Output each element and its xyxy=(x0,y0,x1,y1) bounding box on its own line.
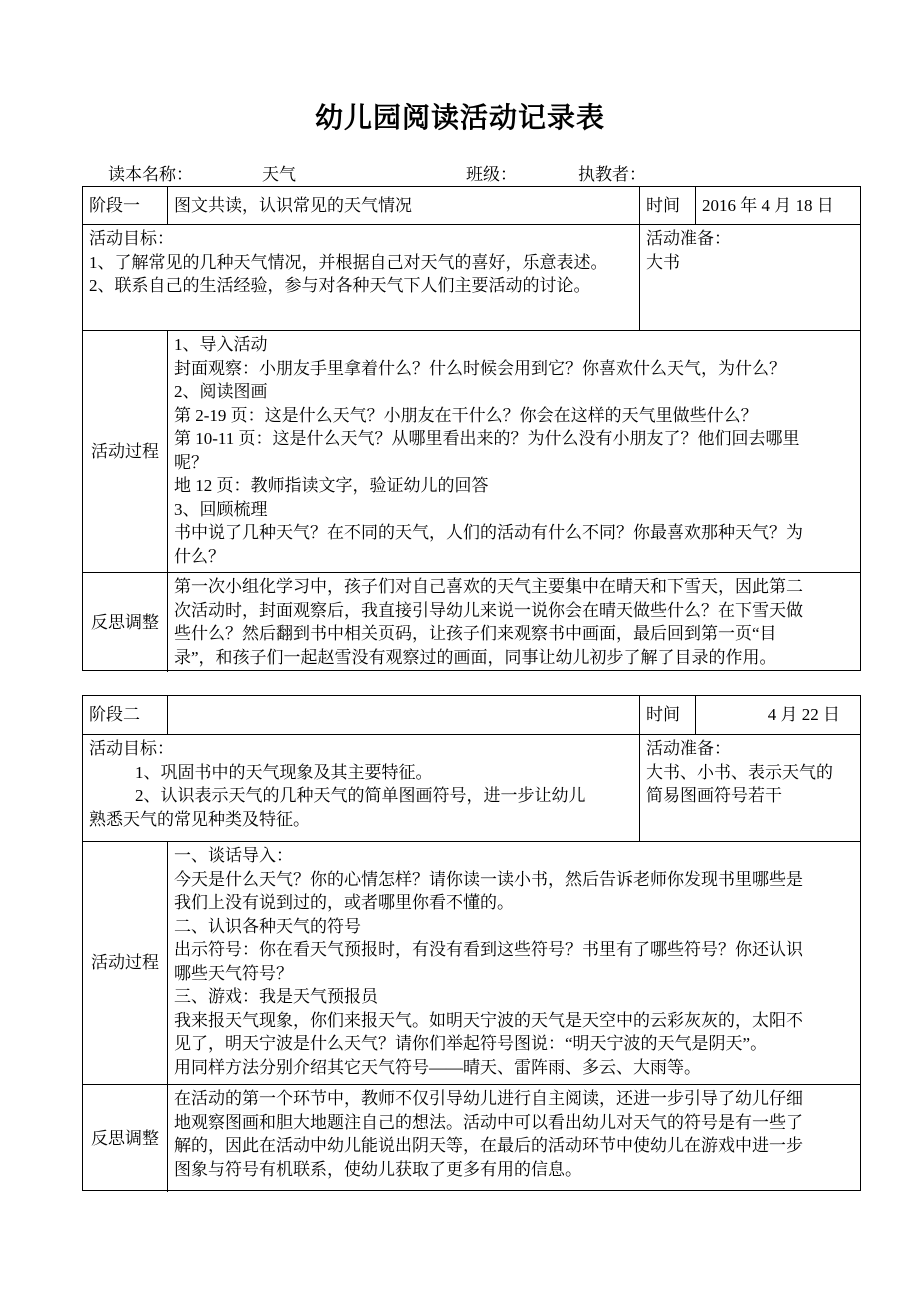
text-line: 用同样方法分别介绍其它天气符号——晴天、雷阵雨、多云、大雨等。 xyxy=(174,1057,701,1077)
text-line: 2、认识表示天气的几种天气的简单图画符号，进一步让幼儿 xyxy=(135,786,586,805)
page-title: 幼儿园阅读活动记录表 xyxy=(314,103,605,134)
text-line: 什么？ xyxy=(174,546,225,566)
stage-label: 阶段二 xyxy=(89,705,140,724)
process-label xyxy=(83,841,167,1084)
reflection-label xyxy=(83,572,167,672)
text-line: 活动准备： xyxy=(646,229,731,248)
activity-goals xyxy=(83,224,639,330)
class-label: 班级： xyxy=(466,165,517,184)
text-line: 调整 xyxy=(125,1128,159,1148)
text-line: 活动目标： xyxy=(89,739,174,758)
text-line: 过程 xyxy=(125,441,159,461)
text-line: 录”，和孩子们一起赵雪没有观察过的画面，同事让幼儿初步了解了目录的作用。 xyxy=(174,647,777,667)
text-line: 第 10-11 页：这是什么天气？从哪里看出来的？为什么没有小朋友了？他们回去哪里 xyxy=(174,429,800,448)
activity-goals xyxy=(83,734,639,841)
activity-process xyxy=(167,330,860,572)
stage-label: 阶段一 xyxy=(89,196,140,215)
text-line: 些什么？然后翻到书中相关页码，让孩子们来观察书中画面，最后回到第一页“目 xyxy=(174,624,777,643)
text-line: 书中说了几种天气？在不同的天气，人们的活动有什么不同？你最喜欢那种天气？为 xyxy=(174,523,803,542)
text-line: 第 2-19 页：这是什么天气？小朋友在干什么？你会在这样的天气里做些什么？ xyxy=(174,405,758,425)
text-line: 大书、小书、表示天气的 xyxy=(646,762,833,782)
text-line: 1、导入活动 xyxy=(174,335,268,354)
text-line: 第一次小组化学习中，孩子们对自己喜欢的天气主要集中在晴天和下雪天，因此第二 xyxy=(174,577,803,596)
reflection-label xyxy=(83,1084,167,1192)
text-line: 二、认识各种天气的符号 xyxy=(174,916,361,936)
text-line: 调整 xyxy=(125,612,159,632)
text-line: 2、联系自己的生活经验，参与对各种天气下人们主要活动的讨论。 xyxy=(89,276,591,295)
time-label: 时间 xyxy=(639,187,695,224)
text-line: 见了，明天宁波是什么天气？请你们举起符号图说：“明天宁波的天气是阴天”。 xyxy=(174,1034,768,1053)
text-line: 2、阅读图画 xyxy=(174,382,268,401)
activity-preparation xyxy=(639,224,860,330)
text-line: 大书 xyxy=(646,252,680,272)
book-label: 读本名称： xyxy=(108,165,193,184)
reflection-text xyxy=(167,1084,860,1192)
text-line: 封面观察：小朋友手里拿着什么？什么时候会用到它？你喜欢什么天气，为什么？ xyxy=(174,358,786,378)
teacher-label: 执教者： xyxy=(578,165,646,184)
time-label: 时间 xyxy=(639,696,695,734)
text-line: 我们上没有说到过的，或者哪里你看不懂的。 xyxy=(174,893,514,912)
text-line: 3、回顾梳理 xyxy=(174,499,268,519)
stage-topic: 图文共读，认识常见的天气情况 xyxy=(167,187,639,224)
text-line: 三、游戏：我是天气预报员 xyxy=(174,987,378,1006)
text-line: 1、了解常见的几种天气情况，并根据自己对天气的喜好，乐意表述。 xyxy=(89,252,608,272)
stage-topic xyxy=(167,696,639,734)
stage1-table xyxy=(82,186,861,671)
text-line: 活动 xyxy=(91,441,125,461)
text-line: 反思 xyxy=(91,612,125,632)
text-line: 活动准备： xyxy=(646,739,731,758)
text-line: 活动目标： xyxy=(89,229,174,248)
text-line: 反思 xyxy=(91,1128,125,1148)
activity-preparation xyxy=(639,734,860,841)
text-line: 过程 xyxy=(125,953,159,973)
text-line: 在活动的第一个环节中，教师不仅引导幼儿进行自主阅读，还进一步引导了幼儿仔细 xyxy=(174,1089,803,1108)
text-line: 简易图画符号若干 xyxy=(646,786,782,805)
text-line: 地 12 页：教师指读文字，验证幼儿的回答 xyxy=(174,476,489,495)
time-value: 2016 年 4 月 18 日 xyxy=(695,187,860,224)
text-line: 呢？ xyxy=(174,452,208,472)
text-line: 图象与符号有机联系，使幼儿获取了更多有用的信息。 xyxy=(174,1159,582,1179)
text-line: 我来报天气现象，你们来报天气。如明天宁波的天气是天空中的云彩灰灰的，太阳不 xyxy=(174,1010,803,1030)
stage2-table xyxy=(82,695,861,1191)
text-line: 地观察图画和胆大地题注自己的想法。活动中可以看出幼儿对天气的符号是有一些了 xyxy=(174,1112,803,1132)
text-line: 熟悉天气的常见种类及特征。 xyxy=(89,809,310,829)
text-line: 一、谈话导入： xyxy=(174,846,293,865)
text-line: 次活动时，封面观察后，我直接引导幼儿来说一说你会在晴天做些什么？在下雪天做 xyxy=(174,600,803,620)
text-line: 今天是什么天气？你的心情怎样？请你读一读小书，然后告诉老师你发现书里哪些是 xyxy=(174,869,803,889)
text-line: 1、巩固书中的天气现象及其主要特征。 xyxy=(135,762,433,782)
process-label xyxy=(83,330,167,572)
text-line: 出示符号：你在看天气预报时，有没有看到这些符号？书里有了哪些符号？你还认识 xyxy=(174,940,803,959)
text-line: 活动 xyxy=(91,953,125,973)
text-line: 解的，因此在活动中幼儿能说出阴天等，在最后的活动环节中使幼儿在游戏中进一步 xyxy=(174,1136,803,1155)
reflection-text xyxy=(167,572,860,672)
activity-process xyxy=(167,841,860,1084)
book-value: 天气 xyxy=(262,165,296,184)
text-line: 哪些天气符号？ xyxy=(174,963,293,983)
time-value: 4 月 22 日 xyxy=(695,696,860,734)
